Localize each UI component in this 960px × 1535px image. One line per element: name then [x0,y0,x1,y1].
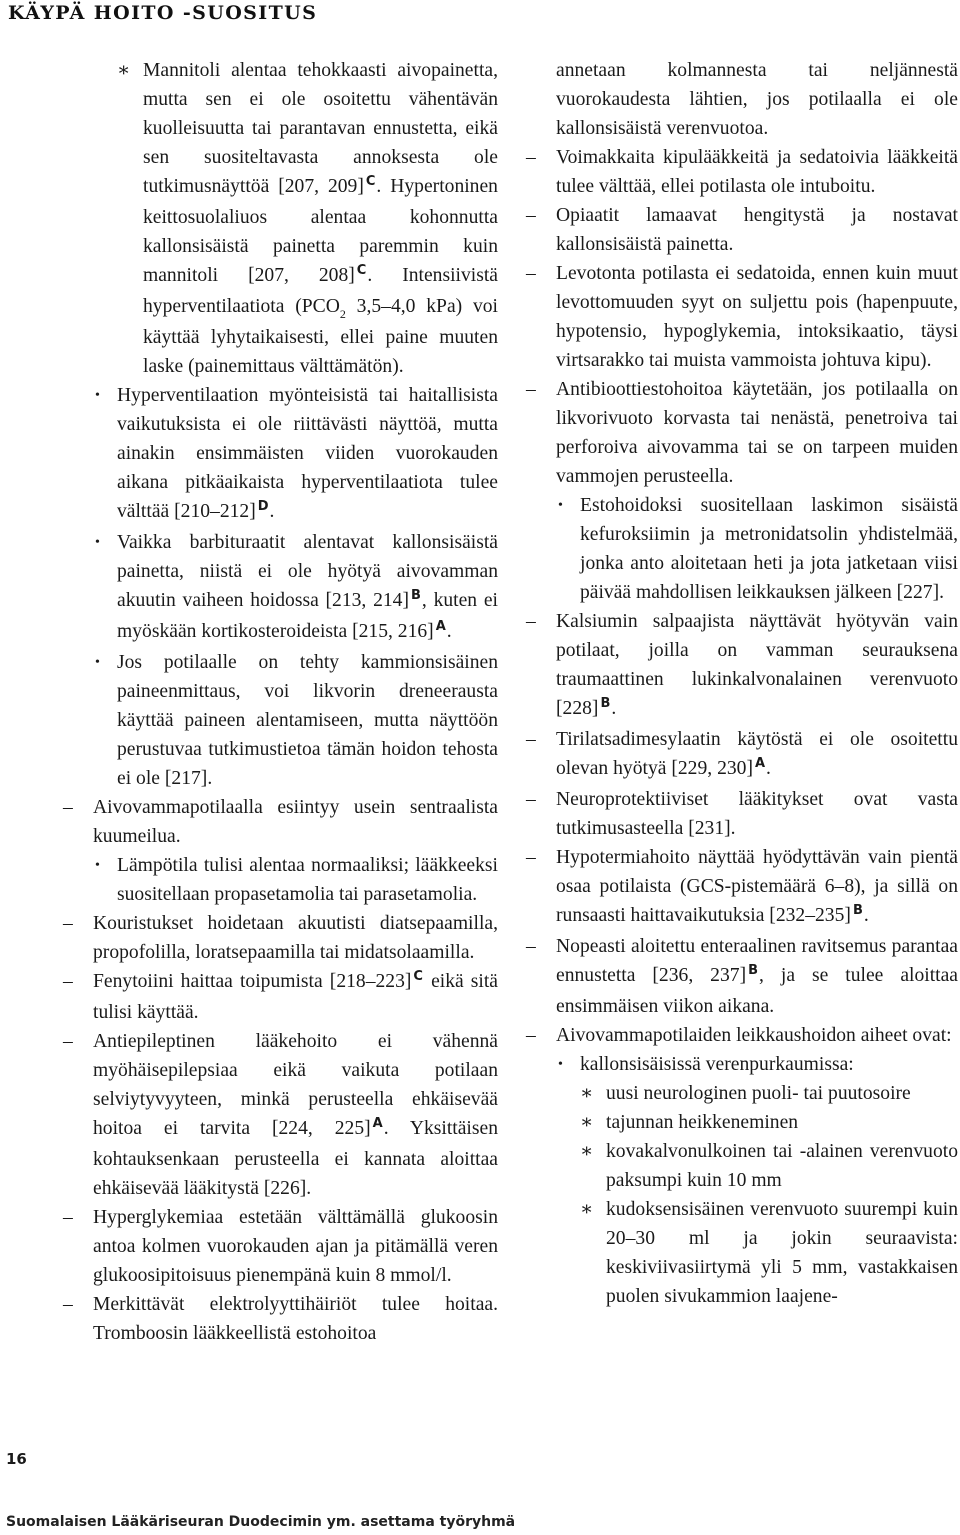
bullet-marker: • [558,1057,563,1072]
item-text: uusi neurologinen puoli- tai puutosoire [606,1083,911,1104]
evidence-grade: C [365,174,376,189]
evidence-grade: A [754,756,766,771]
list-item [526,259,958,375]
list-item [63,851,498,909]
asterisk-marker: ∗ [580,1112,594,1133]
item-text: , kuten ei myöskään kortikosteroideista [215, 216] [117,590,498,642]
dash-marker: – [526,263,536,284]
item-text: . [269,501,275,522]
list-item [63,967,498,1027]
dash-marker: – [526,379,536,400]
list-item [526,201,958,259]
item-text: kudoksensisäinen verenvuoto suurempi kuin 20–30 ml ja jokin seuraavista: keskiviivasiirtymä yli 5 mm, vastakkaisen puolen sivukammion laajene- [606,1199,958,1307]
list-item [63,528,498,648]
list-item [526,1108,958,1137]
page-header: KÄYPÄ HOITO -SUOSITUS [8,2,318,24]
evidence-grade: B [852,903,863,918]
bullet-marker: • [558,498,563,513]
dash-marker: – [526,1025,536,1046]
item-text: . [611,698,617,719]
item-text: Hyperglykemiaa estetään välttämällä glukoosin antoa kolmen vuorokauden ajan ja pitämällä veren glukoosipitoisuus pienempänä kuin 8 mmol/l. [93,1207,498,1286]
item-text: Lämpötila tulisi alentaa normaaliksi; lääkkeeksi suositellaan propasetamolia tai parasetamolia. [117,855,498,905]
item-text: Tirilatsadimesylaatin käytöstä ei ole osoitettu olevan hyötyä [229, 230] [556,729,958,779]
item-text: annetaan kolmannesta tai neljännestä vuorokaudesta lähtien, jos potilaalla ei ole kallonsisäistä verenvuotoa. [556,60,958,139]
item-text: Antiepileptinen lääkehoito ei vähennä myöhäisepilepsiaa eikä vaikuta potilaan selviytyvyyteen, minkä perusteella ehkäisevää hoitoa ei tarvita [224, 225] [93,1031,498,1139]
item-text: Antibioottiestohoitoa käytetään, jos potilaalla on likvorivuoto korvasta tai nenästä, penetroiva tai perforoiva aivovamma tai se on tarpeen muiden vammojen perusteella. [556,379,958,487]
dash-marker: – [63,971,73,992]
item-text: kallonsisäisissä verenpurkaumissa: [580,1054,854,1075]
asterisk-marker: ∗ [580,1141,594,1162]
bullet-marker: • [95,858,100,873]
evidence-grade: B [600,696,611,711]
list-item [526,1021,958,1050]
asterisk-marker: ∗ [117,60,131,81]
item-text: . [446,621,452,642]
list-item [63,1290,498,1348]
list-item [63,648,498,793]
item-text: . [766,758,771,779]
subscript: 2 [339,307,346,321]
item-text: Mannitoli alentaa tehokkaasti aivopainetta, mutta sen ei ole osoitettu vähentävän kuolleisuutta tai parantavan ennustetta, eikä sen suositeltavasta annoksesta ole tutkimusnäyttöä [207, 209] [143,60,498,197]
item-text: , ja se tulee aloittaa ensimmäisen viikon aikana. [556,965,958,1017]
item-text: Aivovammapotilaiden leikkaushoidon aiheet ovat: [556,1025,952,1046]
item-text: 3,5–4,0 kPa) voi käyttää lyhytaikaisesti, ellei paine muuten laske (painemittaus välttämätön). [143,296,498,377]
dash-marker: – [63,1207,73,1228]
item-text: Vaikka barbituraatit alentavat kallonsisäistä painetta, niistä ei ole hyötyä aivovamman akuutin vaiheen hoidossa [213, 214] [117,532,498,611]
bullet-marker: • [95,535,100,550]
item-text: Nopeasti aloitettu enteraalinen ravitsemus parantaa ennustetta [236, 237] [556,936,958,986]
item-text: Estohoidoksi suositellaan laskimon sisäistä kefuroksiimin ja metronidatsolin yhdistelmää, jonka anto aloitetaan heti ja jota jatketaan viisi päivää mahdollisen leikkauksen jälkeen [227]. [580,495,958,603]
list-item [526,375,958,491]
item-text: Merkittävät elektrolyyttihäiriöt tulee hoitaa. Tromboosin lääkkeellistä estohoitoa [93,1294,498,1344]
item-text: tajunnan heikkeneminen [606,1112,799,1133]
evidence-grade: A [372,1116,383,1131]
item-text: Opiaatit lamaavat hengitystä ja nostavat kallonsisäistä painetta. [556,205,958,255]
dash-marker: – [63,797,73,818]
bullet-marker: • [95,388,100,403]
dash-marker: – [526,611,536,632]
item-text: Hyperventilaation myönteisistä tai haitallisista vaikutuksista ei ole riittävästi näyttöä, mutta ainakin ensimmäisten viiden vuorokauden aikana pitkäaikaista hyperventilaatiota tulee välttää [210–212] [117,385,498,522]
right-column [526,56,958,1311]
list-item [63,381,498,528]
item-text: Kalsiumin salpaajista näyttävät hyötyvän vain potilaat, joilla on vamman seurauksena traumaattinen lukinkalvonalainen verenvuoto [228] [556,611,958,719]
page-footer: Suomalaisen Lääkäriseuran Duodecimin ym. asettama työryhmä [6,1514,516,1530]
item-text: . Yksittäisen kohtauksenkaan perusteella ei kannata aloittaa ehkäisevää lääkitystä [226]. [93,1118,498,1199]
list-item [63,909,498,967]
list-item [526,1050,958,1079]
page-number: 16 [6,1450,27,1468]
evidence-grade: A [435,619,446,634]
list-item [526,932,958,1021]
dash-marker: – [526,205,536,226]
list-item [526,785,958,843]
dash-marker: – [63,913,73,934]
item-text: Kouristukset hoidetaan akuutisti diatsepaamilla, propofolilla, loratsepaamilla tai midatsolaamilla. [93,913,498,963]
list-item [526,56,958,143]
evidence-grade: C [356,263,367,278]
item-text: . [863,905,869,926]
list-item [526,1195,958,1311]
list-item [63,1203,498,1290]
dash-marker: – [526,147,536,168]
evidence-grade: B [748,963,759,978]
list-item [526,607,958,725]
list-item [526,143,958,201]
item-text: eikä sitä tulisi käyttää. [93,971,499,1023]
item-text: Fenytoiini haittaa toipumista [218–223] [93,971,412,992]
left-column [63,56,498,1348]
bullet-marker: • [95,655,100,670]
item-text: Jos potilaalle on tehty kammionsisäinen paineenmittaus, voi likvorin dreneerausta käyttää paineen alentamiseen, mutta näyttöön perustuvaa tutkimustietoa tämän hoidon tehosta ei ole [217]. [117,652,498,789]
evidence-grade: C [413,969,423,984]
dash-marker: – [63,1031,73,1052]
dash-marker: – [526,789,536,810]
dash-marker: – [526,729,536,750]
list-item [526,491,958,607]
item-text: . Intensiivistä hyperventilaatiota (PCO [143,265,498,317]
dash-marker: – [526,847,536,868]
list-item [526,1079,958,1108]
list-item [526,1137,958,1195]
item-text: Voimakkaita kipulääkkeitä ja sedatoivia lääkkeitä tulee välttää, ellei potilasta ole intuboitu. [556,147,958,197]
item-text: Levotonta potilasta ei sedatoida, ennen kuin muut levottomuuden syyt on suljettu pois (hapenpuute, hypotensio, hypoglykemia, intoksikaatio, täysi virtsarakko tai muista vammoista johtuva kipu). [556,263,958,371]
item-text: Aivovammapotilaalla esiintyy usein sentraalista kuumeilua. [93,797,498,847]
list-item [63,1027,498,1203]
evidence-grade: B [411,588,421,603]
item-text: kovakalvonulkoinen tai -alainen verenvuoto paksumpi kuin 10 mm [606,1141,958,1191]
list-item [63,56,498,381]
dash-marker: – [63,1294,73,1315]
item-text: . Hypertoninen keittosuolaliuos alentaa kohonnutta kallonsisäistä painetta paremmin kuin mannitoli [207, 208] [143,176,498,286]
dash-marker: – [526,936,536,957]
item-text: Neuroprotektiiviset lääkitykset ovat vasta tutkimusasteella [231]. [556,789,958,839]
evidence-grade: D [257,499,269,514]
list-item [63,793,498,851]
item-text: Hypotermiahoito näyttää hyödyttävän vain pientä osaa potilaista (GCS-pistemäärä 6–8), ja sillä on runsaasti haittavaikutuksia [232–235] [556,847,958,926]
asterisk-marker: ∗ [580,1199,594,1220]
list-item [526,725,958,785]
asterisk-marker: ∗ [580,1083,594,1104]
list-item [526,843,958,932]
